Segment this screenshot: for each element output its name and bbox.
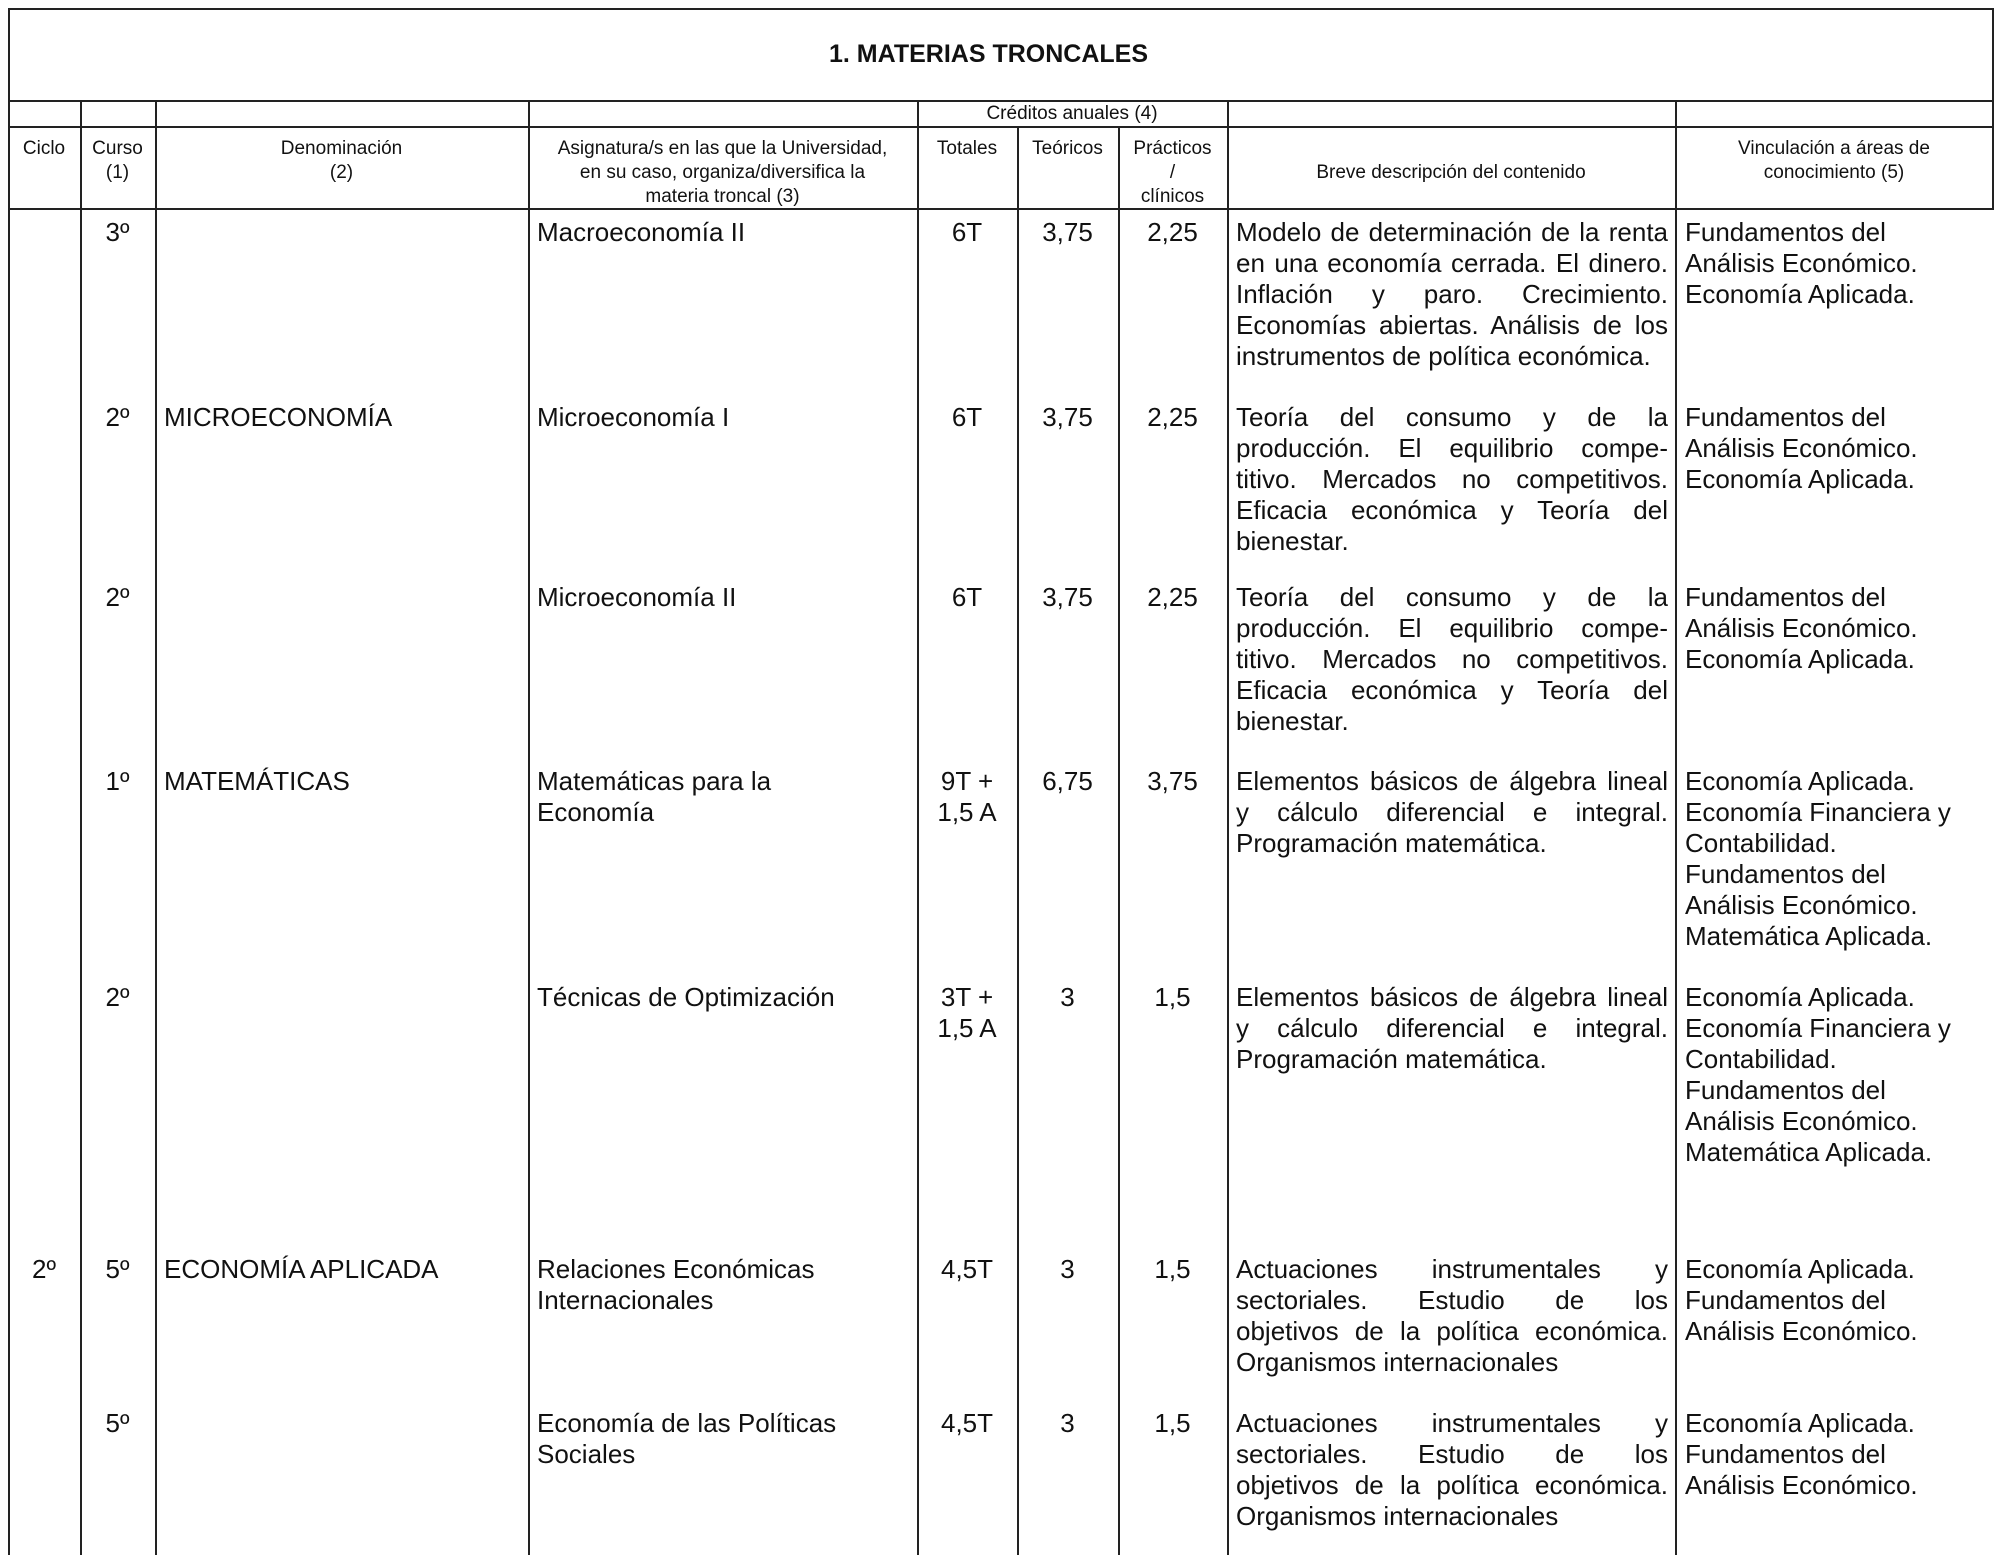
body-col-line-curso [80,210,82,1555]
header-practicos-line-3: clínicos [1140,186,1205,207]
row-totales-line: 1,5 A [937,797,997,827]
row-vinculacion-line: Análisis Económico. [1685,890,1918,920]
row-descripcion-line: instrumentos de política económica. [1236,341,1651,371]
row-vinculacion-line: Fundamentos del [1685,1439,1886,1469]
row-vinculacion-line: Economía Aplicada. [1685,464,1915,494]
frame-right-line [1992,8,1994,208]
row-descripcion [1236,1254,1668,1378]
row-descripcion [1236,766,1668,859]
row-asignatura-line: Matemáticas para la [537,766,772,796]
row-vinculacion-line: Economía Aplicada. [1685,1408,1915,1438]
row-descripcion-line: producción. El equilibrio compe- [1236,613,1668,643]
row-descripcion-line: Economías abiertas. Análisis de los [1236,310,1668,340]
header-col-line-asignatura [528,100,530,210]
page-title: 1. MATERIAS TRONCALES [829,40,1148,68]
row-teoricos: 3 [1060,1254,1075,1284]
row-vinculacion-line: Economía Financiera y [1685,1013,1951,1043]
row-descripcion-line: bienestar. [1236,526,1349,556]
row-vinculacion-line: Economía Financiera y [1685,797,1951,827]
row-practicos: 3,75 [1147,766,1198,796]
row-descripcion [1236,1408,1668,1532]
row-denominacion: MATEMÁTICAS [164,766,350,796]
row-totales-line: 3T + [940,982,994,1012]
header-col-line-curso [80,100,82,210]
row-teoricos: 3,75 [1042,402,1093,432]
row-descripcion-line: y cálculo diferencial e integral. [1236,797,1668,827]
row-asignatura-line: Relaciones Económicas [537,1254,815,1284]
row-vinculacion-line: Economía Aplicada. [1685,644,1915,674]
body-col-line-descripcion [1227,210,1229,1555]
header-vinculacion-line-1: Vinculación a áreas de [1738,138,1930,159]
header-teoricos: Teóricos [1032,138,1103,159]
row-vinculacion-line: Fundamentos del [1685,402,1886,432]
header-practicos-line-1: Prácticos [1133,138,1212,159]
row-totales-line: 6T [951,217,983,247]
row-denominacion: ECONOMÍA APLICADA [164,1254,439,1284]
row-practicos: 2,25 [1147,402,1198,432]
row-descripcion-line: en una economía cerrada. El dinero. [1236,248,1668,278]
row-descripcion-line: objetivos de la política económica. [1236,1470,1668,1500]
row-practicos: 2,25 [1147,582,1198,612]
row-descripcion-line: Elementos básicos de álgebra lineal [1236,766,1668,796]
row-curso: 5º [105,1408,130,1438]
row-descripcion-line: Organismos internacionales [1236,1347,1559,1377]
row-vinculacion-line: Matemática Aplicada. [1685,1137,1933,1167]
row-descripcion-line: bienestar. [1236,706,1349,736]
row-curso: 2º [105,402,130,432]
row-totales-line: 1,5 A [937,1013,997,1043]
header-curso-line-1: Curso [92,138,143,159]
row-teoricos: 3 [1060,982,1075,1012]
row-vinculacion-line: Contabilidad. [1685,828,1837,858]
row-vinculacion-line: Fundamentos del [1685,582,1886,612]
header-col-line-denominacion [155,100,157,210]
row-teoricos: 3 [1060,1408,1075,1438]
row-curso: 2º [105,582,130,612]
row-descripcion-line: objetivos de la política económica. [1236,1316,1668,1346]
row-practicos: 2,25 [1147,217,1198,247]
header-col-line-descripcion [1227,100,1229,210]
row-descripcion-line: Teoría del consumo y de la [1236,402,1668,432]
row-descripcion-line: Programación matemática. [1236,828,1547,858]
row-descripcion [1236,582,1668,737]
row-teoricos: 3,75 [1042,582,1093,612]
body-col-line-vinculacion [1675,210,1677,1555]
row-asignatura-line: Microeconomía I [537,402,730,432]
header-col-line-totales [917,100,919,210]
row-vinculacion-line: Economía Aplicada. [1685,279,1915,309]
row-descripcion-line: Inflación y paro. Crecimiento. [1236,279,1668,309]
header-practicos-line-2: / [1169,162,1176,183]
header-curso [80,137,155,185]
row-descripcion-line: sectoriales. Estudio de los [1236,1439,1668,1469]
row-vinculacion-line: Fundamentos del [1685,1075,1886,1105]
row-vinculacion-line: Contabilidad. [1685,1044,1837,1074]
row-descripcion-line: Eficacia económica y Teoría del [1236,495,1668,525]
row-practicos: 1,5 [1154,982,1191,1012]
header-col-line-ciclo [8,100,10,210]
body-col-line-ciclo [8,210,10,1555]
row-asignatura-line: Técnicas de Optimización [537,982,835,1012]
body-col-line-totales [917,210,919,1555]
header-denominacion-line-1: Denominación [280,138,403,159]
row-totales-line: 4,5T [940,1254,994,1284]
row-vinculacion-line: Matemática Aplicada. [1685,921,1933,951]
frame-top-line [8,8,1994,10]
row-totales-line: 4,5T [940,1408,994,1438]
header-asignatura-line-2: en su caso, organiza/diversifica la [579,162,866,183]
row-totales-line: 6T [951,582,983,612]
header-vinculacion-line-2: conocimiento (5) [1763,162,1905,183]
row-asignatura-line: Economía [537,797,655,827]
row-vinculacion-line: Fundamentos del [1685,859,1886,889]
row-descripcion-line: Eficacia económica y Teoría del [1236,675,1668,705]
header-curso-line-2: (1) [105,162,130,183]
row-descripcion-line: Programación matemática. [1236,1044,1547,1074]
row-descripcion-line: y cálculo diferencial e integral. [1236,1013,1668,1043]
row-vinculacion-line: Fundamentos del [1685,1285,1886,1315]
row-descripcion-line: sectoriales. Estudio de los [1236,1285,1668,1315]
header-denominacion [155,137,528,185]
header-col-line-teoricos [1017,128,1019,210]
row-practicos: 1,5 [1154,1254,1191,1284]
row-asignatura-line: Internacionales [537,1285,714,1315]
row-vinculacion-line: Análisis Económico. [1685,1316,1918,1346]
row-totales-line: 9T + [940,766,994,796]
row-vinculacion-line: Economía Aplicada. [1685,766,1915,796]
row-ciclo: 2º [32,1254,56,1284]
row-asignatura-line: Economía de las Políticas [537,1408,837,1438]
body-col-line-denominacion [155,210,157,1555]
header-col-line-practicos [1118,128,1120,210]
header-practicos [1118,137,1227,209]
row-descripcion-line: producción. El equilibrio compe- [1236,433,1668,463]
row-vinculacion-line: Análisis Económico. [1685,613,1918,643]
row-descripcion-line: Modelo de determinación de la renta [1236,217,1668,247]
row-teoricos: 6,75 [1042,766,1093,796]
header-asignatura-line-1: Asignatura/s en las que la Universidad, [557,138,888,159]
row-practicos: 1,5 [1154,1408,1191,1438]
group-header-line [8,126,1994,128]
body-col-line-teoricos [1017,210,1019,1555]
frame-left-line [8,8,10,100]
title-bottom-line [8,100,1994,102]
row-asignatura-line: Macroeconomía II [537,217,746,247]
body-col-line-asignatura [528,210,530,1555]
row-vinculacion-line: Economía Aplicada. [1685,982,1915,1012]
header-vinculacion [1675,137,1993,185]
row-asignatura-line: Microeconomía II [537,582,737,612]
row-vinculacion-line: Análisis Económico. [1685,248,1918,278]
row-vinculacion-line: Fundamentos del [1685,217,1886,247]
header-asignatura [528,137,917,209]
header-denominacion-line-2: (2) [329,162,354,183]
row-vinculacion-line: Economía Aplicada. [1685,1254,1915,1284]
header-descripcion: Breve descripción del contenido [1316,162,1586,183]
header-creditos-group: Créditos anuales (4) [986,103,1158,124]
row-descripcion-line: Organismos internacionales [1236,1501,1559,1531]
row-curso: 3º [105,217,130,247]
header-bottom-line [8,208,1994,210]
row-vinculacion-line: Análisis Económico. [1685,1106,1918,1136]
row-descripcion-line: titivo. Mercados no competitivos. [1236,644,1668,674]
row-denominacion: MICROECONOMÍA [164,402,393,432]
row-teoricos: 3,75 [1042,217,1093,247]
header-asignatura-line-3: materia troncal (3) [645,186,800,207]
row-descripcion-line: Actuaciones instrumentales y [1236,1254,1668,1284]
row-curso: 2º [105,982,130,1012]
row-descripcion [1236,982,1668,1075]
row-curso: 1º [105,766,130,796]
row-curso: 5º [105,1254,130,1284]
row-asignatura-line: Sociales [537,1439,636,1469]
header-totales: Totales [936,138,998,159]
row-descripcion-line: Teoría del consumo y de la [1236,582,1668,612]
row-vinculacion-line: Análisis Económico. [1685,1470,1918,1500]
row-totales-line: 6T [951,402,983,432]
row-vinculacion-line: Análisis Económico. [1685,433,1918,463]
row-descripcion-line: titivo. Mercados no competitivos. [1236,464,1668,494]
header-ciclo: Ciclo [22,138,66,159]
row-descripcion [1236,402,1668,557]
row-descripcion-line: Actuaciones instrumentales y [1236,1408,1668,1438]
body-col-line-practicos [1118,210,1120,1555]
row-descripcion-line: Elementos básicos de álgebra lineal [1236,982,1668,1012]
row-descripcion [1236,217,1668,372]
header-col-line-vinculacion [1675,100,1677,210]
